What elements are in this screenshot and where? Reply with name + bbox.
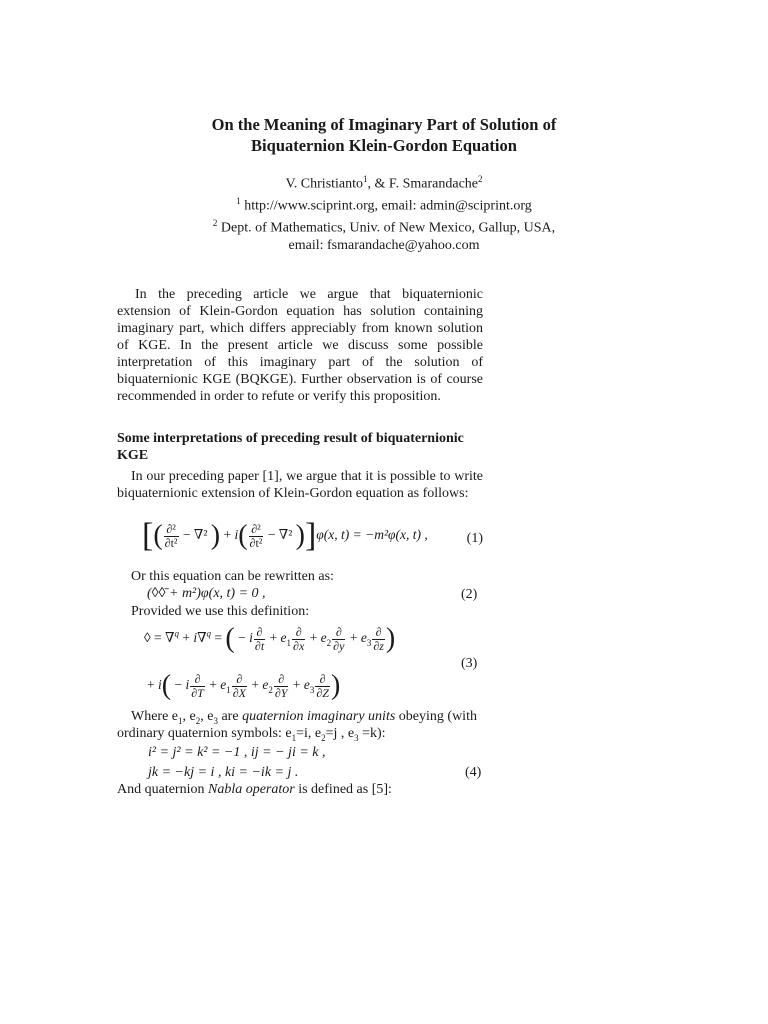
affiliation-1 <box>100 193 668 215</box>
and-suffix: is defined as [5]: <box>294 782 392 797</box>
section-intro: In our preceding paper [1], we argue that it is possible to write biquaternionic extension of Klein-Gordon equation as follows: <box>117 469 483 501</box>
equation-4-line-2: jk = −kj = i , ki = −ik = j . <box>148 765 299 780</box>
equation-2: (◊◊̄ + m²)φ(x, t) = 0 , <box>147 586 266 601</box>
abstract <box>117 286 483 405</box>
title-line-1: On the Meaning of Imaginary Part of Solution of <box>211 115 557 134</box>
author-2-sup: 2 <box>478 174 483 184</box>
affiliation-2 <box>100 215 668 237</box>
equation-1-body: [( $\frac{\text{∂²}}{\text{∂t²}}$ − ∇² ) + i( $\frac{\text{∂²}}{\text{∂t²}}$ − ∇² )]φ(x, t) = −m²φ(x, t) , <box>142 517 428 554</box>
author-2: , & F. Smarandache <box>367 176 478 192</box>
author-1: V. Christianto <box>285 176 364 192</box>
where-are: are <box>217 709 243 724</box>
and-prefix: And quaternion <box>117 782 208 797</box>
nabla-operator-term: Nabla operator <box>207 782 295 797</box>
rewritten-text: Or this equation can be rewritten as: <box>131 569 334 584</box>
equation-1-number: (1) <box>466 531 483 546</box>
where-line-2: ordinary quaternion symbols: $e_1=i$, $e_2=j$ , $e_3 =k$): <box>117 726 386 743</box>
author-names <box>100 171 668 193</box>
equation-2-number: (2) <box>461 587 478 602</box>
equation-3-number: (3) <box>461 656 478 671</box>
where-units: quaternion imaginary units <box>242 709 396 724</box>
title-line-2: Biquaternion Klein-Gordon Equation <box>251 136 517 155</box>
affiliation-2-email: email: fsmarandache@yahoo.com <box>288 238 480 254</box>
where-prefix: Where e <box>131 709 179 724</box>
equation-3-line-2: + i( − i $\frac{\partial}{\partial T}$ + $e_1$ $\frac{\partial}{\partial X}$ + $e_2$ $\frac{\partial}{\partial Y}$ + $e_3$ $\frac{\partial}{\partial Z}$ ) <box>147 670 341 701</box>
paper-title <box>100 114 668 156</box>
aff-2-text: Dept. of Mathematics, Univ. of New Mexico, Gallup, USA, <box>217 220 556 236</box>
author-block <box>100 171 668 255</box>
aff-1-text: http://www.sciprint.org, email: admin@sciprint.org <box>240 198 532 214</box>
author-1-sup: 1 <box>363 174 368 184</box>
equation-4-line-1: i² = j² = k² = −1 , ij = − ji = k , <box>148 745 326 760</box>
nabla-definition-line <box>117 781 392 798</box>
where-line-1: Where $e_1$, $e_2$, $e_3$ are quaternion imaginary units obeying (with <box>131 709 477 726</box>
equation-1-rhs: φ(x, t) = −m²φ(x, t) , <box>316 527 428 543</box>
equation-3-line-1: ◊ = ∇$^q$ + i∇$^q$ = ( − i $\frac{\partial}{\partial t}$ + $e_1$ $\frac{\partial}{\partial x}$ + $e_2$ $\frac{\partial}{\partial y}$ + $e_3$ $\frac{\partial}{\partial z}$ ) <box>144 623 396 654</box>
provided-text: Provided we use this definition: <box>131 604 310 619</box>
aff-2-sup: 2 <box>212 218 218 229</box>
where-line-2-prefix: ordinary quaternion symbols: e <box>117 726 292 741</box>
section-heading: Some interpretations of preceding result of biquaternionic KGE <box>117 431 464 463</box>
abstract-text: In the preceding article we argue that biquaternionic extension of Klein-Gordon equation has solution containing imaginary part, which differs appreciably from known solution of KGE. In the present article we discuss some possible interpretation of this imaginary part of the solution of biquaternionic KGE (BQKGE). Further observation is of course recommended in order to refute or verify this proposition. <box>117 287 483 404</box>
where-obeying: obeying (with <box>395 709 477 724</box>
equation-1 <box>117 517 483 557</box>
aff-1-sup: 1 <box>236 196 241 207</box>
equation-4-number: (4) <box>465 765 482 780</box>
